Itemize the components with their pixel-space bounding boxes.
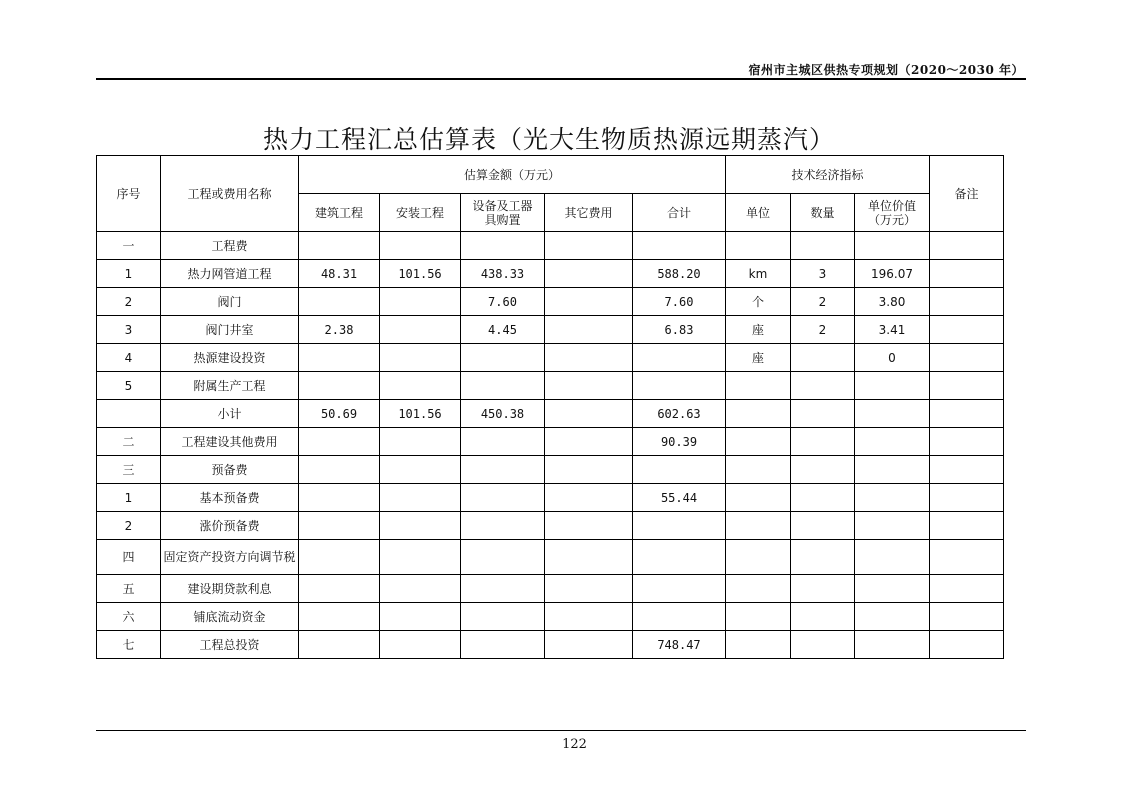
cell-equipment: [461, 232, 545, 260]
cell-seq: 七: [97, 631, 161, 659]
cell-other: [545, 232, 633, 260]
cell-total: 7.60: [633, 288, 726, 316]
cell-remarks: [930, 316, 1004, 344]
cell-unit: 个: [726, 288, 791, 316]
cell-unit-price: [855, 575, 930, 603]
cell-remarks: [930, 260, 1004, 288]
cell-construction: 50.69: [299, 400, 380, 428]
cell-unit: [726, 372, 791, 400]
cell-other: [545, 575, 633, 603]
cell-seq: 三: [97, 456, 161, 484]
cell-equipment: [461, 484, 545, 512]
cell-quantity: [791, 484, 855, 512]
cell-total: [633, 456, 726, 484]
cell-construction: 48.31: [299, 260, 380, 288]
cell-total: [633, 232, 726, 260]
cell-quantity: [791, 603, 855, 631]
cell-remarks: [930, 484, 1004, 512]
cell-other: [545, 603, 633, 631]
cell-unit: [726, 512, 791, 540]
cell-unit-price: 3.80: [855, 288, 930, 316]
cell-total: 55.44: [633, 484, 726, 512]
cell-name: 铺底流动资金: [161, 603, 299, 631]
table-row: [97, 512, 1004, 540]
cell-name: 基本预备费: [161, 484, 299, 512]
header-quantity: 数量: [791, 194, 855, 232]
cell-remarks: [930, 232, 1004, 260]
cell-unit-price: [855, 232, 930, 260]
table-row: [97, 260, 1004, 288]
cell-installation: [380, 603, 461, 631]
footer-divider: [96, 730, 1026, 731]
estimate-table: [96, 155, 1004, 659]
cell-unit-price: 3.41: [855, 316, 930, 344]
cell-name: 阀门: [161, 288, 299, 316]
header-total: 合计: [633, 194, 726, 232]
cell-remarks: [930, 540, 1004, 575]
cell-quantity: 2: [791, 316, 855, 344]
cell-seq: [97, 400, 161, 428]
cell-equipment: [461, 512, 545, 540]
cell-installation: [380, 456, 461, 484]
cell-unit-price: [855, 631, 930, 659]
header-estimate-group: 估算金额（万元）: [299, 156, 726, 194]
cell-name: 预备费: [161, 456, 299, 484]
table-row: [97, 484, 1004, 512]
cell-installation: 101.56: [380, 400, 461, 428]
cell-total: 748.47: [633, 631, 726, 659]
cell-construction: [299, 428, 380, 456]
cell-quantity: [791, 400, 855, 428]
cell-seq: 4: [97, 344, 161, 372]
cell-seq: 二: [97, 428, 161, 456]
cell-other: [545, 372, 633, 400]
cell-seq: 五: [97, 575, 161, 603]
cell-remarks: [930, 512, 1004, 540]
cell-seq: 四: [97, 540, 161, 575]
cell-seq: 5: [97, 372, 161, 400]
cell-quantity: [791, 428, 855, 456]
cell-total: 602.63: [633, 400, 726, 428]
cell-name: 阀门井室: [161, 316, 299, 344]
header-name: 工程或费用名称: [161, 156, 299, 232]
cell-unit-price: [855, 603, 930, 631]
cell-other: [545, 456, 633, 484]
cell-equipment: 450.38: [461, 400, 545, 428]
cell-equipment: [461, 575, 545, 603]
cell-unit: [726, 232, 791, 260]
cell-construction: 2.38: [299, 316, 380, 344]
cell-construction: [299, 631, 380, 659]
cell-unit: [726, 603, 791, 631]
cell-total: [633, 575, 726, 603]
cell-unit: [726, 540, 791, 575]
cell-quantity: [791, 540, 855, 575]
cell-other: [545, 540, 633, 575]
cell-name: 固定资产投资方向调节税: [161, 540, 299, 575]
cell-other: [545, 484, 633, 512]
cell-name: 建设期贷款利息: [161, 575, 299, 603]
cell-remarks: [930, 372, 1004, 400]
cell-total: [633, 372, 726, 400]
cell-name: 附属生产工程: [161, 372, 299, 400]
header-equipment: 设备及工器具购置: [461, 194, 545, 232]
table-row: [97, 344, 1004, 372]
cell-unit-price: [855, 456, 930, 484]
page-number: 122: [562, 737, 587, 752]
cell-total: 6.83: [633, 316, 726, 344]
cell-remarks: [930, 575, 1004, 603]
cell-installation: [380, 288, 461, 316]
table-row: [97, 372, 1004, 400]
table-title: 热力工程汇总估算表（光大生物质热源远期蒸汽）: [262, 125, 835, 154]
cell-quantity: 3: [791, 260, 855, 288]
cell-remarks: [930, 400, 1004, 428]
cell-quantity: [791, 631, 855, 659]
cell-construction: [299, 372, 380, 400]
cell-unit: [726, 428, 791, 456]
cell-unit: [726, 456, 791, 484]
cell-equipment: [461, 428, 545, 456]
cell-name: 涨价预备费: [161, 512, 299, 540]
cell-construction: [299, 575, 380, 603]
cell-construction: [299, 232, 380, 260]
cell-installation: [380, 631, 461, 659]
cell-quantity: 2: [791, 288, 855, 316]
cell-installation: [380, 232, 461, 260]
cell-installation: [380, 512, 461, 540]
cell-construction: [299, 512, 380, 540]
cell-unit: [726, 631, 791, 659]
table-header: [97, 156, 1004, 232]
cell-unit: [726, 484, 791, 512]
cell-quantity: [791, 575, 855, 603]
cell-construction: [299, 344, 380, 372]
cell-equipment: [461, 344, 545, 372]
cell-construction: [299, 540, 380, 575]
cell-unit-price: [855, 512, 930, 540]
cell-unit-price: [855, 400, 930, 428]
cell-total: [633, 512, 726, 540]
cell-other: [545, 400, 633, 428]
table-row: [97, 400, 1004, 428]
cell-name: 工程建设其他费用: [161, 428, 299, 456]
cell-unit: 座: [726, 344, 791, 372]
cell-unit: [726, 400, 791, 428]
cell-installation: [380, 316, 461, 344]
header-construction: 建筑工程: [299, 194, 380, 232]
cell-seq: 3: [97, 316, 161, 344]
document-header-title: 宿州市主城区供热专项规划（2020～2030 年）: [748, 63, 1024, 77]
cell-unit-price: [855, 484, 930, 512]
table-row: [97, 540, 1004, 575]
cell-name: 工程总投资: [161, 631, 299, 659]
cell-other: [545, 288, 633, 316]
cell-quantity: [791, 372, 855, 400]
cell-total: [633, 540, 726, 575]
cell-unit-price: 0: [855, 344, 930, 372]
cell-equipment: [461, 631, 545, 659]
cell-other: [545, 631, 633, 659]
table-row: [97, 575, 1004, 603]
cell-unit-price: [855, 372, 930, 400]
cell-remarks: [930, 603, 1004, 631]
cell-seq: 1: [97, 260, 161, 288]
cell-remarks: [930, 344, 1004, 372]
cell-construction: [299, 456, 380, 484]
cell-equipment: [461, 540, 545, 575]
cell-installation: [380, 344, 461, 372]
cell-quantity: [791, 456, 855, 484]
cell-total: [633, 603, 726, 631]
cell-name: 热源建设投资: [161, 344, 299, 372]
header-remarks: 备注: [930, 156, 1004, 232]
cell-seq: 一: [97, 232, 161, 260]
cell-remarks: [930, 428, 1004, 456]
header-unit: 单位: [726, 194, 791, 232]
cell-quantity: [791, 344, 855, 372]
cell-remarks: [930, 631, 1004, 659]
cell-total: [633, 344, 726, 372]
table-row: [97, 456, 1004, 484]
cell-unit: [726, 575, 791, 603]
cell-unit-price: [855, 428, 930, 456]
cell-other: [545, 512, 633, 540]
cell-name: 工程费: [161, 232, 299, 260]
cell-seq: 六: [97, 603, 161, 631]
cell-installation: 101.56: [380, 260, 461, 288]
cell-unit: 座: [726, 316, 791, 344]
cell-installation: [380, 372, 461, 400]
cell-total: 90.39: [633, 428, 726, 456]
table-body: [97, 232, 1004, 659]
cell-installation: [380, 428, 461, 456]
cell-equipment: 438.33: [461, 260, 545, 288]
cell-unit-price: 196.07: [855, 260, 930, 288]
cell-remarks: [930, 288, 1004, 316]
cell-installation: [380, 484, 461, 512]
cell-other: [545, 428, 633, 456]
cell-unit: km: [726, 260, 791, 288]
table-row: [97, 603, 1004, 631]
table-row: [97, 288, 1004, 316]
cell-installation: [380, 575, 461, 603]
cell-name: 小计: [161, 400, 299, 428]
cell-unit-price: [855, 540, 930, 575]
table-row: [97, 316, 1004, 344]
cell-other: [545, 344, 633, 372]
cell-construction: [299, 484, 380, 512]
table-row: [97, 631, 1004, 659]
header-other: 其它费用: [545, 194, 633, 232]
cell-quantity: [791, 512, 855, 540]
cell-equipment: [461, 456, 545, 484]
cell-total: 588.20: [633, 260, 726, 288]
cell-construction: [299, 288, 380, 316]
header-unit-price: 单位价值（万元）: [855, 194, 930, 232]
header-installation: 安装工程: [380, 194, 461, 232]
cell-equipment: 4.45: [461, 316, 545, 344]
table-row: [97, 232, 1004, 260]
header-tech-group: 技术经济指标: [726, 156, 930, 194]
cell-equipment: 7.60: [461, 288, 545, 316]
cell-construction: [299, 603, 380, 631]
header-seq: 序号: [97, 156, 161, 232]
cell-equipment: [461, 603, 545, 631]
cell-name: 热力网管道工程: [161, 260, 299, 288]
cell-other: [545, 260, 633, 288]
cell-installation: [380, 540, 461, 575]
cell-seq: 2: [97, 512, 161, 540]
cell-seq: 2: [97, 288, 161, 316]
header-divider: [96, 78, 1026, 80]
cell-quantity: [791, 232, 855, 260]
table-row: [97, 428, 1004, 456]
cell-seq: 1: [97, 484, 161, 512]
cell-equipment: [461, 372, 545, 400]
cell-other: [545, 316, 633, 344]
cell-remarks: [930, 456, 1004, 484]
